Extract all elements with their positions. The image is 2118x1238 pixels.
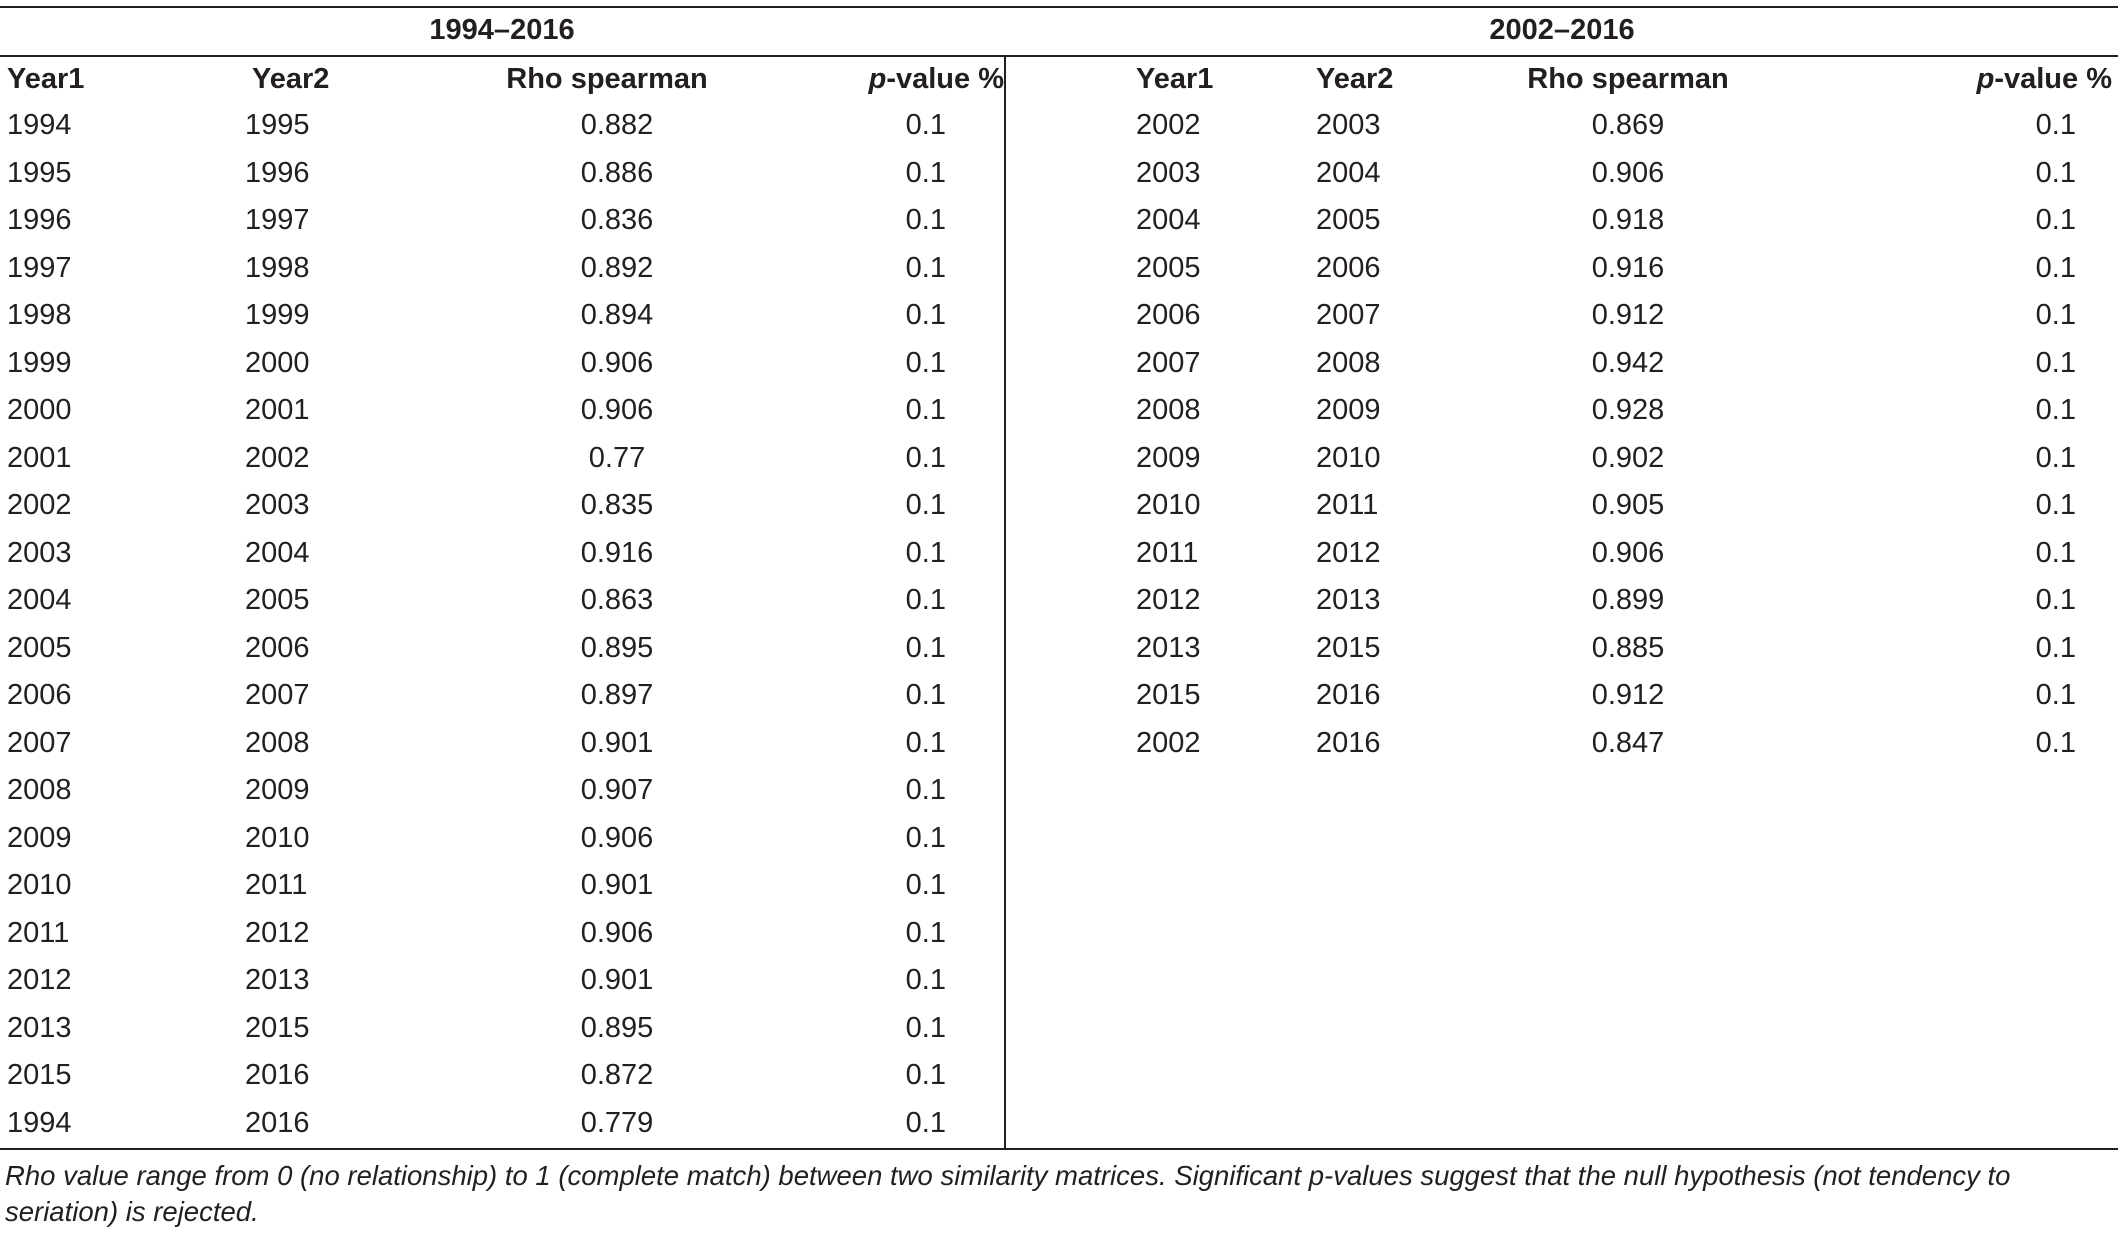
- cell-year2: 1996: [245, 156, 310, 189]
- cell-rho: 0.882: [580, 109, 654, 142]
- cell-year1: 1998: [7, 299, 72, 332]
- cell-p-value: 0.1: [905, 536, 946, 569]
- table-row: [0, 957, 1004, 1005]
- cell-year1: 2012: [7, 964, 72, 997]
- cell-year1: 2007: [1136, 346, 1201, 379]
- cell-year2: 2009: [245, 774, 310, 807]
- cell-year2: 2005: [245, 584, 310, 617]
- cell-p-value: 0.1: [905, 204, 946, 237]
- cell-year1: 2006: [7, 679, 72, 712]
- cell-rho: 0.905: [1591, 489, 1665, 522]
- cell-year1: 2008: [1136, 394, 1201, 427]
- cell-p-value: 0.1: [2035, 489, 2076, 522]
- cell-p-value: 0.1: [2035, 584, 2076, 617]
- cell-rho: 0.912: [1591, 679, 1665, 712]
- table-row: [1006, 577, 2118, 625]
- cell-rho: 0.779: [580, 1106, 654, 1139]
- left-table: [0, 57, 1004, 1147]
- cell-year2: 2016: [1316, 679, 1381, 712]
- table-row: [0, 102, 1004, 150]
- cell-year1: 2004: [1136, 204, 1201, 237]
- table-row: [0, 245, 1004, 293]
- cell-year2: 1995: [245, 109, 310, 142]
- cell-year1: 1995: [7, 156, 72, 189]
- cell-p-value: 0.1: [2035, 441, 2076, 474]
- table-row: [1006, 672, 2118, 720]
- cell-year1: 2003: [7, 536, 72, 569]
- header-rho: Rho spearman: [1527, 63, 1729, 95]
- cell-rho: 0.894: [580, 299, 654, 332]
- cell-rho: 0.906: [1591, 156, 1665, 189]
- cell-p-value: 0.1: [2035, 156, 2076, 189]
- table-row: [1006, 340, 2118, 388]
- cell-year1: 2013: [7, 1011, 72, 1044]
- cell-rho: 0.885: [1591, 631, 1665, 664]
- cell-year2: 2006: [245, 631, 310, 664]
- left-group-title: 1994–2016: [429, 14, 575, 46]
- cell-year2: 2013: [245, 964, 310, 997]
- cell-year1: 2002: [1136, 109, 1201, 142]
- cell-rho: 0.928: [1591, 394, 1665, 427]
- table-row: [0, 815, 1004, 863]
- cell-year1: 2011: [1136, 536, 1199, 569]
- cell-p-value: 0.1: [905, 299, 946, 332]
- cell-rho: 0.863: [580, 584, 654, 617]
- table-row: [1006, 197, 2118, 245]
- cell-rho: 0.886: [580, 156, 654, 189]
- cell-p-value: 0.1: [905, 964, 946, 997]
- cell-p-value: 0.1: [905, 1011, 946, 1044]
- cell-year1: 2004: [7, 584, 72, 617]
- cell-year1: 2010: [7, 869, 72, 902]
- cell-p-value: 0.1: [905, 821, 946, 854]
- cell-year2: 2004: [245, 536, 310, 569]
- cell-rho: 0.906: [1591, 536, 1665, 569]
- cell-rho: 0.901: [580, 869, 654, 902]
- cell-year1: 1994: [7, 1106, 72, 1139]
- cell-year1: 2002: [1136, 726, 1201, 759]
- table-row: [1006, 720, 2118, 768]
- table-row: [0, 672, 1004, 720]
- cell-rho: 0.906: [580, 821, 654, 854]
- cell-year1: 1997: [7, 251, 72, 284]
- cell-year1: 2012: [1136, 584, 1201, 617]
- cell-rho: 0.899: [1591, 584, 1665, 617]
- cell-year1: 2005: [1136, 251, 1201, 284]
- cell-year2: 2016: [1316, 726, 1381, 759]
- cell-p-value: 0.1: [2035, 679, 2076, 712]
- cell-year2: 2015: [245, 1011, 310, 1044]
- table-row: [0, 387, 1004, 435]
- header-year1: Year1: [7, 63, 85, 95]
- cell-year2: 2012: [1316, 536, 1381, 569]
- cell-p-value: 0.1: [2035, 251, 2076, 284]
- cell-year2: 1999: [245, 299, 310, 332]
- cell-year1: 2005: [7, 631, 72, 664]
- cell-rho: 0.916: [580, 536, 654, 569]
- table-row: [0, 1100, 1004, 1148]
- table-row: [0, 1052, 1004, 1100]
- cell-year2: 2011: [245, 869, 308, 902]
- header-year2: Year2: [252, 63, 330, 95]
- cell-year2: 2009: [1316, 394, 1381, 427]
- cell-year2: 2016: [245, 1106, 310, 1139]
- cell-p-value: 0.1: [905, 869, 946, 902]
- bottom-rule: [0, 1148, 2118, 1150]
- table-footnote: Rho value range from 0 (no relationship) to 1 (complete match) between two similarity matrices. Significant p-values suggest that the null hypothesis (not tendency to seriation) is rejected.: [5, 1160, 2011, 1227]
- table-row: [1006, 245, 2118, 293]
- cell-rho: 0.907: [580, 774, 654, 807]
- cell-year2: 2001: [245, 394, 310, 427]
- cell-rho: 0.836: [580, 204, 654, 237]
- cell-p-value: 0.1: [2035, 109, 2076, 142]
- cell-p-value: 0.1: [905, 679, 946, 712]
- cell-p-value: 0.1: [2035, 299, 2076, 332]
- table-row: [0, 862, 1004, 910]
- cell-p-value: 0.1: [905, 441, 946, 474]
- cell-rho: 0.916: [1591, 251, 1665, 284]
- cell-rho: 0.906: [580, 916, 654, 949]
- table-row: [1006, 625, 2118, 673]
- cell-year2: 2003: [245, 489, 310, 522]
- cell-year2: 2008: [1316, 346, 1381, 379]
- table-row: [1006, 292, 2118, 340]
- cell-rho: 0.901: [580, 964, 654, 997]
- cell-rho: 0.872: [580, 1059, 654, 1092]
- cell-year1: 1994: [7, 109, 72, 142]
- cell-rho: 0.906: [580, 346, 654, 379]
- p-rest: -value %: [886, 63, 1004, 95]
- cell-year1: 2013: [1136, 631, 1201, 664]
- cell-rho: 0.912: [1591, 299, 1665, 332]
- left-header-row: [0, 57, 1004, 102]
- right-table: [1006, 57, 2118, 767]
- cell-year1: 1996: [7, 204, 72, 237]
- cell-rho: 0.869: [1591, 109, 1665, 142]
- cell-year1: 2001: [7, 441, 72, 474]
- cell-year1: 2011: [7, 916, 70, 949]
- cell-rho: 0.847: [1591, 726, 1665, 759]
- cell-year1: 2002: [7, 489, 72, 522]
- cell-p-value: 0.1: [2035, 204, 2076, 237]
- cell-year1: 2008: [7, 774, 72, 807]
- cell-p-value: 0.1: [905, 726, 946, 759]
- cell-year2: 2006: [1316, 251, 1381, 284]
- cell-p-value: 0.1: [905, 1059, 946, 1092]
- cell-p-value: 0.1: [2035, 631, 2076, 664]
- cell-year1: 2015: [7, 1059, 72, 1092]
- table-row: [0, 625, 1004, 673]
- table-row: [0, 150, 1004, 198]
- cell-year1: 2000: [7, 394, 72, 427]
- cell-year2: 2013: [1316, 584, 1381, 617]
- table-row: [1006, 102, 2118, 150]
- table-row: [0, 482, 1004, 530]
- table-row: [0, 292, 1004, 340]
- cell-rho: 0.901: [580, 726, 654, 759]
- cell-p-value: 0.1: [905, 251, 946, 284]
- cell-p-value: 0.1: [905, 584, 946, 617]
- cell-year1: 2003: [1136, 156, 1201, 189]
- cell-p-value: 0.1: [905, 916, 946, 949]
- cell-year1: 2009: [7, 821, 72, 854]
- cell-rho: 0.895: [580, 1011, 654, 1044]
- header-year2: Year2: [1316, 63, 1394, 95]
- cell-year2: 2016: [245, 1059, 310, 1092]
- cell-p-value: 0.1: [905, 774, 946, 807]
- cell-rho: 0.906: [580, 394, 654, 427]
- cell-year2: 2010: [1316, 441, 1381, 474]
- cell-year2: 2004: [1316, 156, 1381, 189]
- cell-year2: 1997: [245, 204, 310, 237]
- right-group-title: 2002–2016: [1489, 14, 1635, 46]
- table-row: [1006, 482, 2118, 530]
- cell-rho: 0.918: [1591, 204, 1665, 237]
- table-row: [1006, 530, 2118, 578]
- cell-year2: 2011: [1316, 489, 1379, 522]
- cell-year1: 1999: [7, 346, 72, 379]
- cell-rho: 0.835: [580, 489, 654, 522]
- cell-p-value: 0.1: [905, 156, 946, 189]
- left-table-body: [0, 102, 1004, 1147]
- cell-year2: 2002: [245, 441, 310, 474]
- table-row: [1006, 387, 2118, 435]
- cell-year2: 2000: [245, 346, 310, 379]
- cell-year2: 2007: [245, 679, 310, 712]
- table-row: [0, 197, 1004, 245]
- right-table-body: [1006, 102, 2118, 767]
- table-row: [0, 340, 1004, 388]
- right-header-row: [1006, 57, 2118, 102]
- cell-year2: 1998: [245, 251, 310, 284]
- cell-year1: 2007: [7, 726, 72, 759]
- cell-rho: 0.892: [580, 251, 654, 284]
- table-row: [1006, 435, 2118, 483]
- header-year1: Year1: [1136, 63, 1214, 95]
- table-row: [0, 530, 1004, 578]
- cell-p-value: 0.1: [905, 109, 946, 142]
- cell-rho: 0.902: [1591, 441, 1665, 474]
- table-row: [0, 720, 1004, 768]
- cell-year2: 2008: [245, 726, 310, 759]
- cell-year2: 2015: [1316, 631, 1381, 664]
- cell-year1: 2015: [1136, 679, 1201, 712]
- cell-year2: 2003: [1316, 109, 1381, 142]
- header-p-value: [811, 57, 1004, 102]
- cell-p-value: 0.1: [2035, 726, 2076, 759]
- cell-p-value: 0.1: [905, 489, 946, 522]
- cell-year2: 2005: [1316, 204, 1381, 237]
- cell-rho: 0.77: [588, 441, 646, 474]
- cell-year2: 2007: [1316, 299, 1381, 332]
- cell-rho: 0.897: [580, 679, 654, 712]
- table-row: [0, 767, 1004, 815]
- cell-year1: 2010: [1136, 489, 1201, 522]
- cell-p-value: 0.1: [905, 631, 946, 664]
- p-rest: -value %: [1994, 63, 2112, 95]
- cell-year2: 2012: [245, 916, 310, 949]
- table-row: [1006, 150, 2118, 198]
- cell-rho: 0.895: [580, 631, 654, 664]
- header-rho: Rho spearman: [506, 63, 708, 95]
- cell-p-value: 0.1: [2035, 346, 2076, 379]
- header-p-value: [1847, 57, 2118, 102]
- cell-p-value: 0.1: [905, 1106, 946, 1139]
- table-row: [0, 435, 1004, 483]
- cell-year2: 2010: [245, 821, 310, 854]
- cell-p-value: 0.1: [905, 346, 946, 379]
- cell-p-value: 0.1: [2035, 394, 2076, 427]
- cell-p-value: 0.1: [2035, 536, 2076, 569]
- cell-rho: 0.942: [1591, 346, 1665, 379]
- cell-year1: 2009: [1136, 441, 1201, 474]
- table-row: [0, 1005, 1004, 1053]
- p-letter: p: [868, 63, 887, 95]
- table-row: [0, 910, 1004, 958]
- cell-p-value: 0.1: [905, 394, 946, 427]
- table-row: [0, 577, 1004, 625]
- cell-year1: 2006: [1136, 299, 1201, 332]
- p-letter: p: [1976, 63, 1995, 95]
